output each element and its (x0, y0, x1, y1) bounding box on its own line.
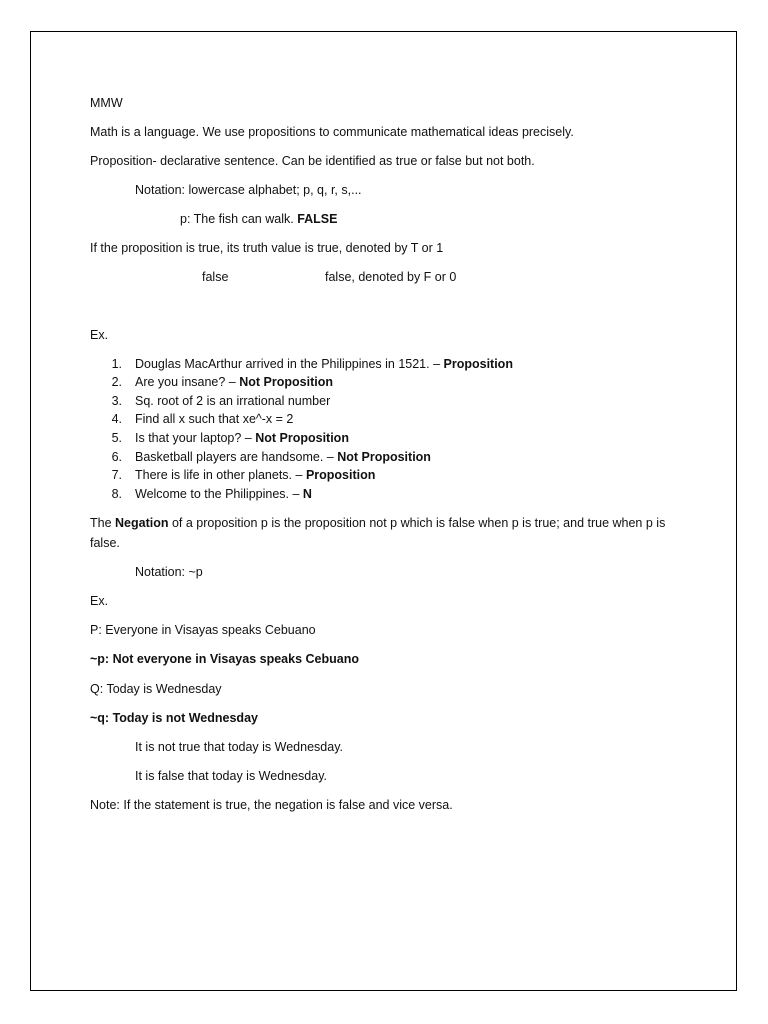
list-item-number: 4. (111, 412, 122, 426)
list-item (135, 467, 375, 483)
list-item-number: 2. (111, 375, 122, 389)
list-item (135, 374, 333, 390)
list-item (135, 449, 431, 465)
truth-true-line: If the proposition is true, its truth value is true, denoted by T or 1 (90, 241, 444, 255)
example-p-value: FALSE (297, 212, 338, 226)
truth-false-left: false (202, 270, 229, 284)
list-item-text: Sq. root of 2 is an irrational number (135, 394, 331, 408)
list-item (135, 430, 349, 446)
negation-post: of a proposition p is the proposition not p which is false when p is true; and true when p is (168, 516, 666, 530)
list-item-tag: Not Proposition (255, 431, 349, 445)
proposition-definition: Proposition- declarative sentence. Can be identified as true or false but not both. (90, 154, 535, 168)
example-p-line (180, 211, 337, 227)
Q-statement: Q: Today is Wednesday (90, 682, 222, 696)
list-item-number: 7. (111, 468, 122, 482)
alternative-1: It is not true that today is Wednesday. (135, 740, 343, 754)
list-item-number: 8. (111, 487, 122, 501)
negation-definition-line2: false. (90, 536, 120, 550)
list-item-text: Find all x such that xe^-x = 2 (135, 412, 294, 426)
list-item-number: 6. (111, 450, 122, 464)
list-item-text: Are you insane? – (135, 375, 240, 389)
intro-paragraph: Math is a language. We use propositions to communicate mathematical ideas precisely. (90, 125, 574, 139)
list-item-text: Welcome to the Philippines. – (135, 487, 303, 501)
negation-word: Negation (115, 516, 169, 530)
negation-definition (90, 515, 665, 531)
list-item-number: 1. (111, 357, 122, 371)
notation-line: Notation: lowercase alphabet; p, q, r, s,... (135, 183, 362, 197)
list-item-text: Is that your laptop? – (135, 431, 256, 445)
not-P-statement: ~p: Not everyone in Visayas speaks Cebuano (90, 652, 359, 666)
negation-pre: The (90, 516, 116, 530)
notation-negation: Notation: ~p (135, 565, 203, 579)
list-item-tag: Not Proposition (337, 450, 431, 464)
list-item-tag: Proposition (305, 468, 376, 482)
list-item (135, 411, 293, 427)
list-item-text: Basketball players are handsome. – (135, 450, 338, 464)
document-page (30, 31, 737, 991)
list-item-number: 3. (111, 394, 122, 408)
doc-header: MMW (90, 96, 123, 110)
list-item-text: There is life in other planets. – (135, 468, 306, 482)
truth-false-right: false, denoted by F or 0 (325, 270, 457, 284)
list-item-tag: Proposition (443, 357, 513, 371)
not-Q-statement: ~q: Today is not Wednesday (90, 711, 258, 725)
example-heading-2: Ex. (90, 594, 109, 608)
P-statement: P: Everyone in Visayas speaks Cebuano (90, 623, 316, 637)
example-heading-1: Ex. (90, 328, 109, 342)
note-line: Note: If the statement is true, the negation is false and vice versa. (90, 798, 453, 812)
list-item-tag: N (302, 487, 312, 501)
example-p-text: p: The fish can walk. (180, 212, 298, 226)
list-item-text: Douglas MacArthur arrived in the Philippines in 1521. – (135, 357, 444, 371)
list-item (135, 356, 513, 372)
list-item-number: 5. (111, 431, 122, 445)
list-item-tag: Not Proposition (239, 375, 333, 389)
alternative-2: It is false that today is Wednesday. (135, 769, 327, 783)
list-item (135, 486, 312, 502)
list-item (135, 393, 330, 409)
